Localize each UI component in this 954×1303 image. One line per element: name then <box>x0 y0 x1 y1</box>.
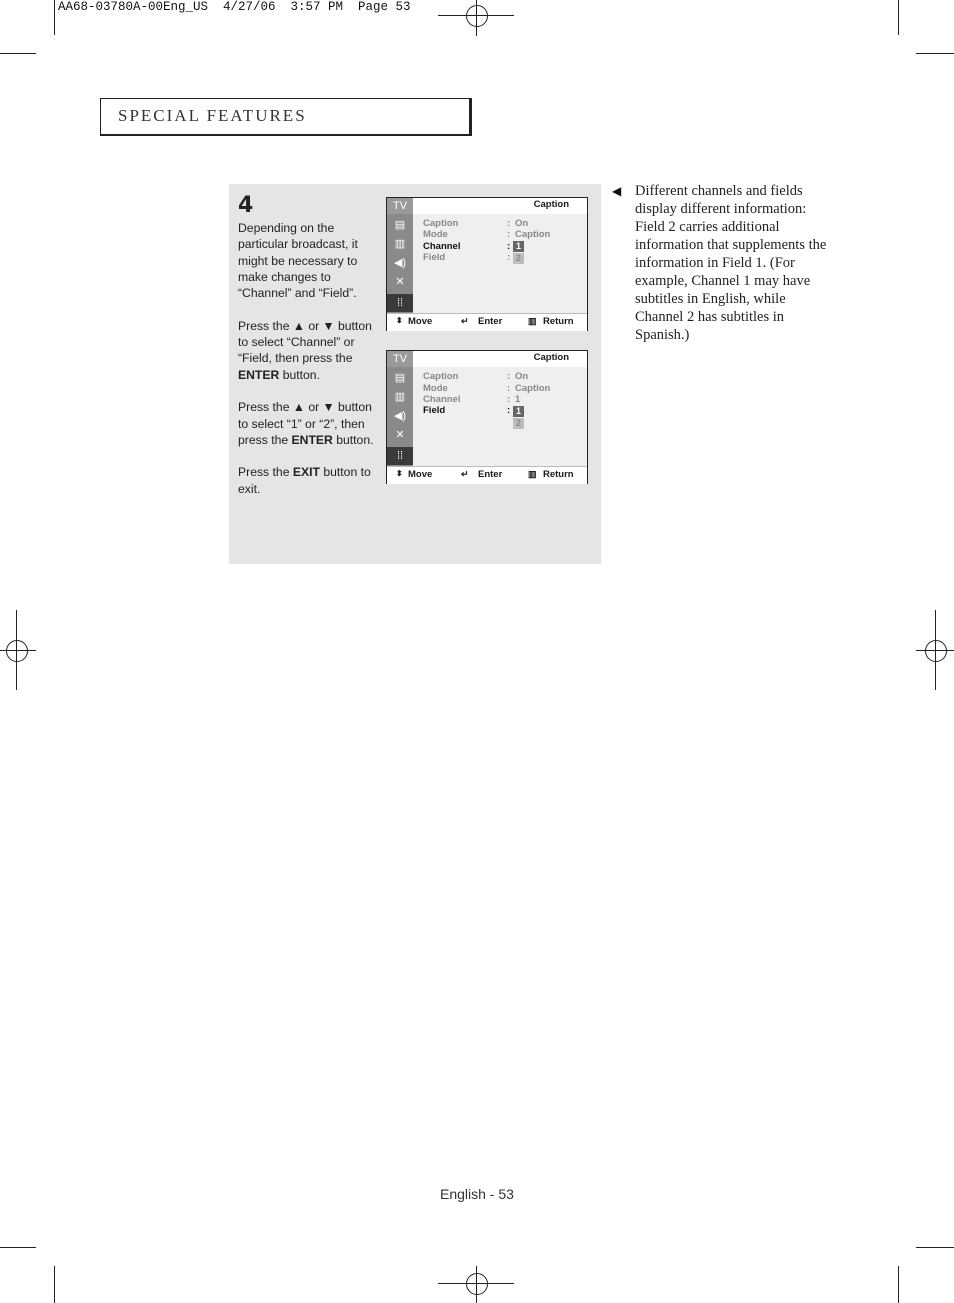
osd-title: Caption <box>413 198 587 214</box>
osd-tv-label: TV <box>387 351 413 367</box>
caption-value: On <box>515 218 529 229</box>
osd-title: Caption <box>413 351 587 367</box>
step-number: 4 <box>238 193 254 218</box>
footer-return: Return <box>543 469 574 480</box>
menu-label-caption: Caption <box>423 371 459 382</box>
crop-mark <box>898 1266 899 1303</box>
speaker-icon: ◀) <box>387 407 413 425</box>
footer-enter: Enter <box>478 316 503 327</box>
field-option-2: 2 <box>513 418 524 429</box>
field-option-1: 1 <box>513 406 524 417</box>
osd-footer <box>387 313 587 331</box>
registration-mark <box>935 610 936 690</box>
enter-keyword: ENTER <box>291 432 333 447</box>
menu-label-mode: Mode <box>423 383 448 394</box>
step-paragraph <box>238 318 378 383</box>
registration-mark <box>925 640 947 662</box>
section-title: SPECIAL FEATURES <box>118 106 307 125</box>
text-span: Press the <box>238 465 293 480</box>
registration-mark <box>466 5 488 27</box>
crop-mark <box>54 1266 55 1303</box>
print-header: AA68-03780A-00Eng_US 4/27/06 3:57 PM Page 53 <box>58 0 411 14</box>
mode-value: Caption <box>515 383 551 394</box>
triangle-left-icon: ◀ <box>612 184 622 198</box>
setup-icon: ⁞⁞ <box>387 447 413 465</box>
caption-value: On <box>515 371 529 382</box>
channel-value: 1 <box>515 394 521 405</box>
menu-label-caption: Caption <box>423 218 459 229</box>
text-span: button to exit. <box>238 465 371 496</box>
channel-option: 1 <box>513 241 524 252</box>
menu-label-channel: Channel <box>423 241 461 252</box>
text-span: Press the ▲ or ▼ button to select “1” or “2”, then press the <box>238 400 372 447</box>
colon: : <box>507 394 511 405</box>
enter-icon: ↵ <box>461 316 469 326</box>
colon: : <box>507 405 511 416</box>
registration-mark <box>476 0 477 36</box>
film-icon: ▥ <box>387 235 413 253</box>
return-icon: ▥ <box>528 469 537 479</box>
footer-enter: Enter <box>478 469 503 480</box>
step-paragraph <box>238 399 378 448</box>
page-number: English - 53 <box>440 1186 514 1202</box>
osd-menu <box>413 367 587 466</box>
osd-screen-channel <box>386 197 588 331</box>
antenna-icon: ✕ <box>387 273 413 291</box>
step-paragraph <box>238 464 378 497</box>
registration-mark <box>6 640 28 662</box>
side-note: Different channels and fields display different information: Field 2 carries additional information that supplements the information in Field 1. (For example, Channel 1 may have subtitles in English, while Channel 2 has subtitles in Spanish.) <box>635 183 827 343</box>
enter-keyword: ENTER <box>238 367 280 382</box>
exit-keyword: EXIT <box>292 465 320 480</box>
crop-mark <box>916 53 954 54</box>
colon: : <box>507 371 511 382</box>
enter-icon: ↵ <box>461 469 469 479</box>
colon: : <box>507 383 511 394</box>
menu-label-field: Field <box>423 252 446 263</box>
osd-menu <box>413 214 587 313</box>
step-paragraph: Depending on the particular broadcast, it might be necessary to make changes to “Channel” and “Field”. <box>238 221 358 301</box>
step-instructions <box>238 220 378 513</box>
text-span: button. <box>332 432 374 447</box>
crop-mark <box>0 53 36 54</box>
mode-value: Caption <box>515 229 551 240</box>
move-icon: ⬍ <box>396 316 403 325</box>
film-icon: ▥ <box>387 388 413 406</box>
text-span: Press the ▲ or ▼ button to select “Channel” or “Field, then press the <box>238 318 372 366</box>
osd-footer <box>387 466 587 484</box>
registration-mark <box>466 1273 488 1295</box>
crop-mark <box>898 0 899 35</box>
footer-return: Return <box>543 316 574 327</box>
registration-mark <box>476 1266 477 1303</box>
setup-icon: ⁞⁞ <box>387 294 413 312</box>
field-option: 2 <box>513 253 524 264</box>
menu-label-mode: Mode <box>423 229 448 240</box>
colon: : <box>507 218 511 229</box>
crop-mark <box>54 0 55 35</box>
move-icon: ⬍ <box>396 469 403 478</box>
footer-move: Move <box>408 469 433 480</box>
menu-label-channel: Channel <box>423 394 461 405</box>
footer-move: Move <box>408 316 433 327</box>
speaker-icon: ◀) <box>387 254 413 272</box>
picture-icon: ▤ <box>387 369 413 387</box>
menu-label-field: Field <box>423 405 446 416</box>
picture-icon: ▤ <box>387 216 413 234</box>
antenna-icon: ✕ <box>387 426 413 444</box>
return-icon: ▥ <box>528 316 537 326</box>
registration-mark <box>0 650 36 651</box>
text-span: button. <box>279 367 320 382</box>
crop-mark <box>0 1247 36 1248</box>
osd-screen-field <box>386 350 588 484</box>
crop-mark <box>916 1247 954 1248</box>
colon: : <box>507 229 511 240</box>
registration-mark <box>16 610 17 690</box>
colon: : <box>507 241 511 252</box>
osd-tv-label: TV <box>387 198 413 214</box>
colon: : <box>507 252 511 263</box>
